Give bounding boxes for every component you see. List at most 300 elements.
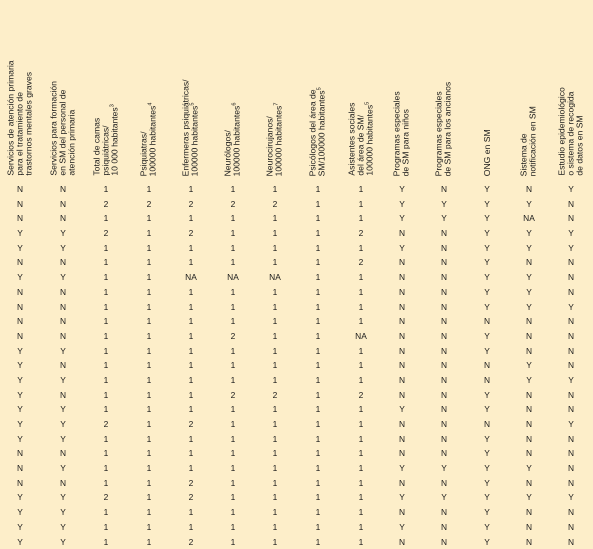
table-cell: 1: [315, 521, 321, 532]
table-cell: Y: [484, 463, 490, 474]
table-cell: N: [398, 360, 406, 371]
table-cell: N: [525, 448, 533, 459]
column-header-footnote: 5: [190, 102, 197, 106]
table-cell: N: [398, 316, 406, 327]
table-cell: 2: [358, 257, 364, 268]
table-cell: 1: [315, 345, 321, 356]
table-cell: 1: [315, 404, 321, 415]
table-cell: 1: [146, 507, 152, 518]
table-row: [0, 373, 593, 388]
column-header-footnote: 6: [232, 102, 239, 106]
table-cell: Y: [399, 213, 405, 224]
table-cell: 1: [146, 477, 152, 488]
table-cell: N: [440, 184, 448, 194]
table-cell: 1: [103, 389, 109, 400]
table-cell: 1: [188, 360, 194, 371]
table-cell: 1: [103, 301, 109, 312]
column-header-text: Total de camas psiquiátricas/ 10 000 habitantes: [91, 107, 120, 176]
table-cell: Y: [399, 521, 405, 532]
table-cell: Y: [484, 228, 490, 239]
table-row: [0, 329, 593, 344]
table-cell: 2: [272, 389, 278, 400]
table-cell: 1: [146, 374, 152, 385]
table-cell: 1: [315, 492, 321, 503]
table-row: [0, 314, 593, 329]
table-cell: 1: [272, 330, 278, 341]
table-cell: N: [567, 198, 575, 209]
table-cell: N: [398, 257, 406, 268]
table-cell: N: [16, 286, 24, 297]
column-header-label: [6, 4, 34, 176]
table-cell: Y: [526, 286, 532, 297]
column-header-text: Programas especiales de SM para niños: [391, 90, 411, 176]
table-cell: N: [398, 536, 406, 547]
table-cell: N: [567, 536, 575, 547]
table-cell: Y: [17, 521, 23, 532]
table-cell: 1: [230, 477, 236, 488]
table-cell: Y: [484, 198, 490, 209]
table-cell: 1: [358, 404, 364, 415]
table-cell: N: [525, 184, 533, 194]
table-cell: 1: [146, 257, 152, 268]
table-cell: Y: [399, 198, 405, 209]
table-cell: 1: [188, 184, 194, 194]
table-cell: 1: [230, 419, 236, 429]
table-cell: N: [567, 257, 575, 268]
table-cell: 1: [315, 286, 321, 297]
table-cell: N: [567, 521, 575, 532]
table-cell: 1: [103, 286, 109, 297]
table-cell: 1: [230, 257, 236, 268]
table-cell: 1: [230, 228, 236, 239]
table-cell: Y: [399, 463, 405, 474]
table-cell: Y: [60, 228, 66, 239]
table-cell: N: [567, 213, 575, 224]
table-cell: 2: [146, 198, 152, 209]
table-cell: 1: [230, 184, 236, 194]
table-cell: 1: [230, 536, 236, 547]
table-cell: N: [16, 257, 24, 268]
table-cell: N: [440, 257, 448, 268]
table-cell: 1: [358, 507, 364, 518]
table-cell: Y: [60, 536, 66, 547]
table-row: [0, 358, 593, 373]
table-cell: N: [440, 242, 448, 253]
column-header-label: [92, 4, 120, 176]
table-cell: Y: [526, 301, 532, 312]
table-cell: 1: [358, 184, 364, 194]
table-cell: N: [440, 433, 448, 444]
table-cell: N: [398, 286, 406, 297]
column-header-label: [224, 4, 242, 176]
table-cell: 1: [272, 404, 278, 415]
table-cell: 1: [188, 433, 194, 444]
table-cell: N: [440, 345, 448, 356]
table-cell: 1: [315, 463, 321, 474]
table-cell: Y: [526, 374, 532, 385]
table-cell: Y: [568, 492, 574, 503]
table-cell: 1: [230, 404, 236, 415]
column-header-footnote: 5: [364, 102, 371, 106]
table-cell: 1: [358, 316, 364, 327]
table-cell: Y: [60, 242, 66, 253]
table-cell: N: [567, 477, 575, 488]
table-cell: 2: [188, 477, 194, 488]
table-cell: 1: [272, 301, 278, 312]
table-cell: 1: [103, 242, 109, 253]
column-header-label: [309, 4, 327, 176]
table-cell: Y: [399, 492, 405, 503]
table-cell: Y: [568, 184, 574, 194]
table-cell: N: [440, 521, 448, 532]
table-cell: Y: [484, 448, 490, 459]
table-cell: N: [440, 419, 448, 429]
table-cell: 1: [188, 257, 194, 268]
column-header-footnote: 4: [148, 102, 155, 106]
table-cell: NA: [227, 272, 239, 283]
table-cell: 1: [230, 463, 236, 474]
table-cell: N: [440, 507, 448, 518]
table-cell: 1: [103, 184, 109, 194]
table-cell: N: [567, 389, 575, 400]
table-cell: Y: [17, 389, 23, 400]
table-cell: Y: [60, 374, 66, 385]
table-cell: Y: [526, 228, 532, 239]
table-cell: N: [59, 286, 67, 297]
table-cell: Y: [441, 492, 447, 503]
table-cell: N: [398, 228, 406, 239]
table-cell: 1: [358, 374, 364, 385]
table-cell: 1: [103, 257, 109, 268]
table-cell: 1: [272, 184, 278, 194]
table-cell: 1: [358, 198, 364, 209]
table-cell: N: [16, 477, 24, 488]
table-cell: Y: [568, 301, 574, 312]
table-cell: 1: [315, 184, 321, 194]
table-cell: 2: [188, 198, 194, 209]
table-cell: 1: [358, 536, 364, 547]
table-cell: 1: [103, 433, 109, 444]
column-header-label: [347, 4, 375, 176]
table-row: [0, 432, 593, 447]
column-header-text: Neurólogos/ 100000 habitantes: [222, 105, 242, 176]
table-cell: Y: [526, 360, 532, 371]
table-cell: N: [483, 316, 491, 327]
table-cell: Y: [441, 213, 447, 224]
table-cell: 1: [230, 360, 236, 371]
table-cell: 2: [358, 228, 364, 239]
table-header: [0, 0, 593, 176]
table-cell: 1: [358, 360, 364, 371]
table-cell: 2: [272, 198, 278, 209]
table-cell: 1: [188, 213, 194, 224]
table-cell: Y: [17, 272, 23, 283]
table-cell: 1: [146, 242, 152, 253]
table-cell: Y: [17, 492, 23, 503]
table-cell: Y: [17, 345, 23, 356]
table-cell: Y: [484, 521, 490, 532]
table-cell: N: [16, 184, 24, 194]
table-cell: 1: [188, 521, 194, 532]
table-cell: N: [59, 213, 67, 224]
table-row: [0, 226, 593, 241]
table-cell: 1: [146, 316, 152, 327]
table-cell: 2: [230, 198, 236, 209]
table-cell: 2: [188, 492, 194, 503]
table-row: [0, 417, 593, 432]
table-row: [0, 285, 593, 300]
column-header-text: Neurocirujanos/ 100000 habitantes: [264, 105, 284, 176]
table-cell: N: [525, 507, 533, 518]
table-cell: N: [567, 360, 575, 371]
column-header-text: Servicios de atención primaria para el tratamiento de trastornos mentales graves: [5, 60, 34, 176]
table-cell: NA: [185, 272, 197, 283]
table-cell: N: [440, 477, 448, 488]
table-cell: Y: [60, 521, 66, 532]
table-cell: Y: [60, 345, 66, 356]
table-cell: N: [567, 404, 575, 415]
table-cell: 1: [315, 272, 321, 283]
table-cell: 1: [315, 228, 321, 239]
table-cell: Y: [60, 492, 66, 503]
table-cell: N: [59, 360, 67, 371]
table-row: [0, 535, 593, 549]
table-cell: 1: [315, 536, 321, 547]
table-cell: 1: [315, 198, 321, 209]
table-cell: Y: [568, 419, 574, 429]
table-cell: 1: [146, 492, 152, 503]
table-cell: 1: [315, 507, 321, 518]
table-cell: Y: [17, 228, 23, 239]
table-cell: Y: [484, 477, 490, 488]
table-cell: 1: [358, 213, 364, 224]
table-cell: N: [440, 404, 448, 415]
column-header-text: Asistentes sociales del área de SM/ 100000 habitantes: [346, 102, 375, 176]
table-cell: Y: [526, 272, 532, 283]
table-cell: 1: [272, 360, 278, 371]
table-cell: 1: [230, 301, 236, 312]
table-cell: 1: [103, 272, 109, 283]
table-cell: 1: [188, 242, 194, 253]
table-row: [0, 270, 593, 285]
table-cell: NA: [355, 330, 367, 341]
table-cell: Y: [60, 463, 66, 474]
table-cell: 1: [272, 213, 278, 224]
table-cell: N: [483, 374, 491, 385]
table-cell: 2: [358, 389, 364, 400]
column-header-text: Enfermeras psiquiátricas/ 100000 habitantes: [180, 79, 200, 176]
column-header-label: [182, 4, 200, 176]
table-cell: 1: [230, 316, 236, 327]
table-cell: Y: [60, 419, 66, 429]
table-cell: N: [59, 301, 67, 312]
table-cell: N: [16, 316, 24, 327]
table-cell: N: [440, 272, 448, 283]
table-cell: 1: [315, 433, 321, 444]
table-cell: 1: [230, 521, 236, 532]
table-cell: N: [567, 507, 575, 518]
table-cell: 1: [188, 404, 194, 415]
table-cell: N: [567, 448, 575, 459]
table-cell: 1: [272, 521, 278, 532]
column-header-label: [557, 4, 585, 176]
table-cell: 1: [272, 433, 278, 444]
table-cell: 2: [103, 419, 109, 429]
table-cell: Y: [484, 507, 490, 518]
table-cell: N: [525, 316, 533, 327]
table-cell: N: [59, 448, 67, 459]
table-cell: Y: [484, 272, 490, 283]
table-cell: N: [525, 345, 533, 356]
table-cell: 1: [146, 419, 152, 429]
column-header-text: Psiquiatras/ 100000 habitantes: [138, 105, 158, 176]
table-row: [0, 446, 593, 461]
table-cell: N: [398, 507, 406, 518]
table-cell: 1: [146, 301, 152, 312]
table-cell: 1: [315, 242, 321, 253]
table-cell: N: [59, 316, 67, 327]
table-cell: N: [398, 389, 406, 400]
table-cell: N: [398, 272, 406, 283]
column-header-label: [266, 4, 284, 176]
table-cell: N: [440, 286, 448, 297]
column-header-label: [393, 4, 411, 176]
table-cell: N: [398, 301, 406, 312]
table-cell: N: [440, 301, 448, 312]
table-cell: N: [440, 389, 448, 400]
table-cell: N: [525, 419, 533, 429]
table-cell: 1: [272, 286, 278, 297]
table-cell: 1: [315, 330, 321, 341]
table-cell: Y: [60, 272, 66, 283]
table-cell: N: [398, 419, 406, 429]
table-cell: 1: [146, 404, 152, 415]
table-cell: 1: [146, 536, 152, 547]
table-cell: Y: [484, 433, 490, 444]
table-cell: N: [525, 477, 533, 488]
table-cell: 1: [315, 477, 321, 488]
table-row: [0, 197, 593, 212]
column-header-text: Psicólogos del área de SM/100000 habitantes: [307, 89, 327, 176]
table-cell: 1: [230, 286, 236, 297]
table-cell: N: [567, 286, 575, 297]
table-cell: N: [59, 257, 67, 268]
table-cell: Y: [568, 374, 574, 385]
table-row: [0, 211, 593, 226]
table-cell: 2: [103, 228, 109, 239]
table-cell: N: [16, 330, 24, 341]
table-cell: 1: [272, 463, 278, 474]
table-cell: 1: [146, 463, 152, 474]
table-cell: Y: [441, 463, 447, 474]
table-cell: 1: [146, 389, 152, 400]
table-cell: Y: [60, 433, 66, 444]
table-cell: Y: [484, 213, 490, 224]
table-cell: Y: [17, 374, 23, 385]
table-cell: 1: [230, 242, 236, 253]
table-cell: N: [398, 448, 406, 459]
table-cell: 1: [272, 242, 278, 253]
table-cell: 1: [188, 316, 194, 327]
table-cell: 1: [230, 213, 236, 224]
table-cell: N: [567, 330, 575, 341]
table-cell: N: [398, 374, 406, 385]
table-cell: 1: [103, 213, 109, 224]
table-cell: 1: [272, 448, 278, 459]
table-cell: 1: [358, 345, 364, 356]
table-cell: N: [567, 433, 575, 444]
table-cell: 1: [103, 374, 109, 385]
table-cell: N: [16, 213, 24, 224]
table-cell: 1: [358, 272, 364, 283]
table-cell: N: [59, 198, 67, 209]
table-cell: N: [525, 330, 533, 341]
table-cell: Y: [484, 492, 490, 503]
table-cell: N: [440, 316, 448, 327]
column-header-text: Sistema de notificación en SM: [518, 105, 538, 176]
table-cell: N: [440, 374, 448, 385]
table-cell: N: [440, 228, 448, 239]
table-cell: 1: [188, 374, 194, 385]
table-cell: Y: [17, 242, 23, 253]
table-cell: 1: [188, 330, 194, 341]
table-cell: 1: [146, 360, 152, 371]
table-cell: 1: [103, 463, 109, 474]
column-header-footnote: 3: [109, 104, 116, 108]
table-cell: 1: [315, 213, 321, 224]
table-cell: 2: [230, 389, 236, 400]
table-cell: 1: [146, 521, 152, 532]
table-cell: 1: [272, 374, 278, 385]
table-cell: 1: [358, 242, 364, 253]
table-cell: 1: [188, 345, 194, 356]
table-cell: 1: [146, 213, 152, 224]
table-row: [0, 300, 593, 315]
table-cell: 1: [146, 330, 152, 341]
table-cell: 1: [272, 228, 278, 239]
table-cell: N: [59, 184, 67, 194]
table-cell: N: [16, 198, 24, 209]
table-cell: Y: [17, 360, 23, 371]
table-cell: 1: [103, 448, 109, 459]
column-header-label: [435, 4, 453, 176]
table-cell: 1: [146, 345, 152, 356]
table-cell: N: [525, 521, 533, 532]
table-row: [0, 520, 593, 535]
column-header-label: [520, 4, 538, 176]
table-row: [0, 344, 593, 359]
table-row: [0, 461, 593, 476]
table-cell: 1: [358, 419, 364, 429]
table-cell: Y: [484, 286, 490, 297]
table-cell: N: [59, 477, 67, 488]
table-cell: 1: [103, 477, 109, 488]
table-cell: 1: [272, 419, 278, 429]
table-cell: 1: [188, 301, 194, 312]
table-cell: N: [59, 389, 67, 400]
table-cell: Y: [568, 242, 574, 253]
table-cell: N: [59, 330, 67, 341]
column-header-text: Estudio epidemiológico o sistema de recogida de datos en SM: [556, 87, 585, 176]
table-cell: 1: [272, 536, 278, 547]
table-cell: 1: [272, 345, 278, 356]
table-row: [0, 255, 593, 270]
table-cell: N: [398, 345, 406, 356]
table-cell: Y: [399, 242, 405, 253]
table-cell: Y: [441, 198, 447, 209]
table-cell: 1: [315, 448, 321, 459]
table-cell: Y: [484, 301, 490, 312]
